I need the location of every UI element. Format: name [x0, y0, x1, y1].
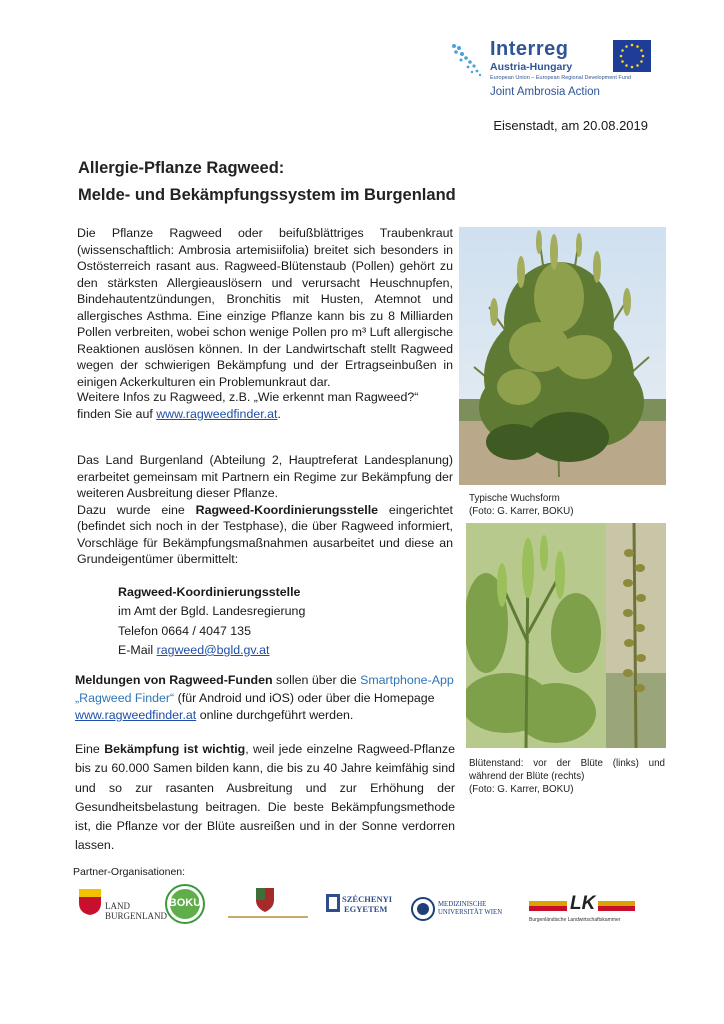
- szechenyi-icon: [326, 894, 340, 912]
- crest-underline: [228, 916, 308, 918]
- title-line-1: Allergie-Pflanze Ragweed:: [78, 159, 285, 177]
- ragweed-finder-app: Smartphone-App „Ragweed Finder“: [75, 673, 454, 705]
- report-text-2: (für Android und iOS) oder über die Homepage: [177, 690, 435, 705]
- interreg-title: Interreg: [490, 38, 569, 60]
- szechenyi-line1: SZÉCHENYI: [342, 894, 393, 904]
- contact-office: im Amt der Bgld. Landesregierung: [118, 604, 306, 619]
- ragweed-plant-photo: [459, 227, 666, 485]
- partner-szechenyi: [326, 894, 396, 926]
- interreg-dots-icon: [450, 42, 486, 78]
- interreg-fund: European Union – European Regional Development Fund: [490, 75, 631, 81]
- szechenyi-line2: EGYETEM: [344, 904, 388, 914]
- photo1-caption-line2: (Foto: G. Karrer, BOKU): [469, 506, 574, 517]
- control-start: Eine: [75, 742, 100, 756]
- document-date: Eisenstadt, am 20.08.2019: [493, 118, 648, 133]
- lk-text: LK: [567, 893, 598, 915]
- report-text-3: online durchgeführt werden.: [199, 708, 354, 722]
- ragweedfinder-link[interactable]: www.ragweedfinder.at: [156, 406, 278, 421]
- page-title: [78, 155, 456, 209]
- project-name: Joint Ambrosia Action: [490, 86, 600, 98]
- contact-email-link[interactable]: ragweed@bgld.gv.at: [156, 642, 270, 657]
- coordination-text-a: Das Land Burgenland (Abteilung 2, Hauptreferat Landesplanung) erarbeitet gemeinsam mit Partnern ein Regime zur Bekämpfung der weiteren Ausbreitung dieser Pflanze.: [77, 453, 453, 500]
- burgenland-coat-icon: [79, 889, 101, 915]
- more-info-paragraph: Weitere Infos zu Ragweed, z.B. „Wie erkennt man Ragweed?“ finden Sie auf www.ragweedfinder.at.: [77, 390, 419, 421]
- report-paragraph: [75, 672, 455, 725]
- coordination-text-b: [77, 502, 453, 568]
- contact-email-row: [118, 641, 305, 660]
- meduni-seal-icon: [411, 897, 435, 921]
- partner-land-burgenland: [79, 889, 167, 927]
- title-line-2: Melde- und Bekämpfungssystem im Burgenland: [78, 186, 456, 204]
- partners-label: Partner-Organisationen:: [73, 866, 186, 878]
- coordination-rest: eingerichtet (befindet sich noch in der Testphase), die über Ragweed informiert, Vorschläge für Bekämpfungsmaßnahmen ausarbeitet und diese an Grundeigentümer übermittelt:: [77, 502, 453, 566]
- more-info-text: Weitere Infos zu Ragweed, z.B. „Wie erkennt man Ragweed?“ finden Sie auf: [77, 390, 419, 421]
- coordination-paragraph: [77, 452, 453, 568]
- photo2-caption: [469, 757, 665, 796]
- intro-paragraph: Die Pflanze Ragweed oder beifußblättriges Traubenkraut (wissenschaftlich: Ambrosia artemisiifolia) breitet sich besonders in Ostösterreich rasant aus. Ragweed-Blütenstaub (Pollen) gehört zu den stärksten Allergieauslösern und verursacht Heuschnupfen, Bindehautentzündungen, Bronchitis mit Husten, Atemnot und allergisches Asthma. Eine einzige Pflanze kann bis zu 8 Milliarden Pollen verbreiten, wobei schon wenige Pollen pro m³ Luft allergische Reaktionen auslösen können. In der Landwirtschaft stellt Ragweed wegen der schwierigen Bekämpfung und der Ertragseinbußen in einigen Ackerkulturen ein Problemunkraut dar.: [77, 226, 453, 389]
- photo1-caption: [469, 492, 574, 518]
- ragweed-flower-photo: [466, 523, 666, 748]
- photo1-caption-line1: Typische Wuchsform: [469, 493, 560, 504]
- meduni-line1: MEDIZINISCHE: [438, 901, 487, 908]
- contact-block: [118, 583, 305, 660]
- partner-meduni-wien: [411, 897, 516, 923]
- control-paragraph: [75, 740, 455, 856]
- eu-flag-icon: [613, 40, 651, 72]
- control-bold: Bekämpfung ist wichtig: [104, 742, 246, 756]
- contact-email-label: E-Mail: [118, 642, 154, 657]
- burgenland-text: LAND BURGENLAND: [105, 901, 167, 921]
- boku-text: BOKU: [168, 897, 202, 909]
- interreg-logo: [450, 38, 655, 100]
- partner-university-logo: [228, 888, 308, 928]
- photo2-caption-line1: Blütenstand: vor der Blüte (links) und während der Blüte (rechts): [469, 758, 665, 782]
- partner-boku: [165, 884, 205, 924]
- meduni-line2: UNIVERSITÄT WIEN: [438, 909, 503, 916]
- coordination-office-bold: Ragweed-Koordinierungsstelle: [195, 502, 379, 517]
- control-rest: , weil jede einzelne Ragweed-Pflanze bis zu 60.000 Samen bilden kann, die bis zu 40 Jahre keimfähig sind und so zur rasanten Ausbreitung und zur Erhöhung der Gesundheitsbelastung beitragen. Die beste Bekämpfungsmethode ist, die Pflanze vor der Blüte ausreißen und in der Sonne verdorren lassen.: [75, 742, 455, 853]
- report-homepage-link[interactable]: www.ragweedfinder.at: [75, 708, 197, 722]
- contact-name: Ragweed-Koordinierungsstelle: [118, 585, 301, 599]
- coordination-dazu: Dazu wurde eine: [77, 502, 185, 517]
- interreg-region: Austria-Hungary: [490, 61, 573, 73]
- contact-phone: Telefon 0664 / 4047 135: [118, 623, 251, 638]
- crest-icon: [256, 888, 274, 912]
- report-text-1: sollen über die: [276, 673, 357, 687]
- photo2-caption-line2: (Foto: G. Karrer, BOKU): [469, 784, 574, 795]
- partner-lk-burgenland: [529, 893, 635, 927]
- report-bold: Meldungen von Ragweed-Funden: [75, 673, 273, 687]
- lk-subtext: Burgenländische Landwirtschaftskammer: [529, 917, 621, 923]
